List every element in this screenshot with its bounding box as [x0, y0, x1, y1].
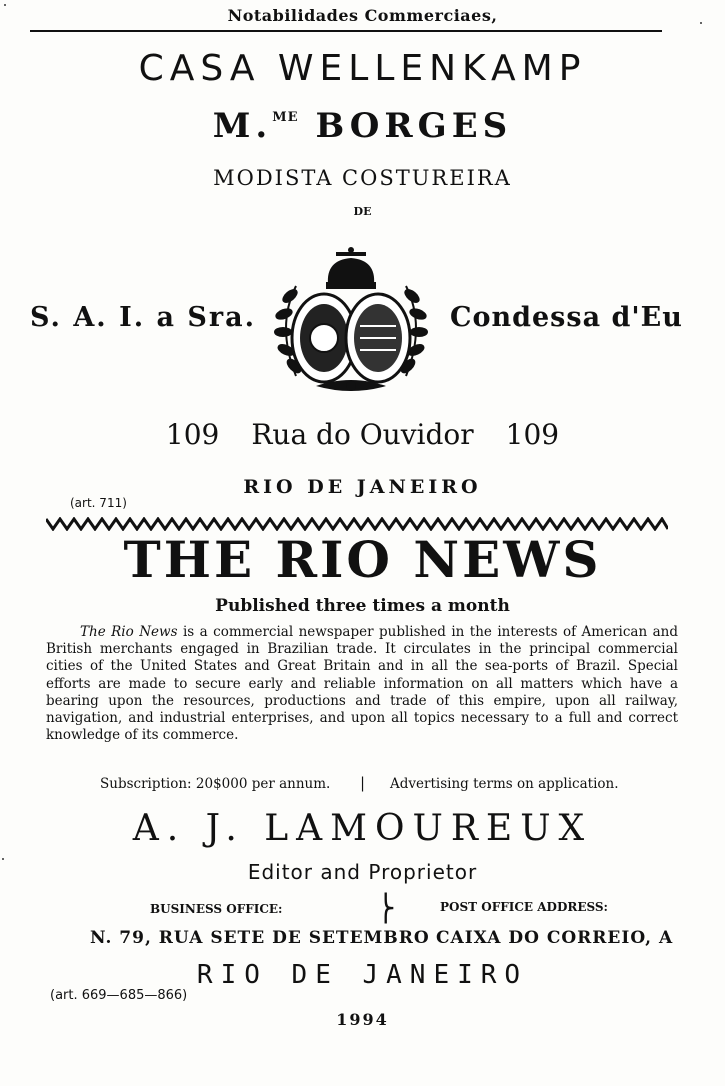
- subscription-terms: Subscription: 20$000 per annum.: [100, 776, 331, 792]
- advertising-terms: Advertising terms on application.: [390, 776, 619, 792]
- header-rule: [30, 30, 662, 32]
- address-number-left: 109: [165, 418, 220, 451]
- name-prefix: M.: [212, 106, 273, 146]
- print-speck: [4, 4, 6, 6]
- article-ref-2: (art. 669—685—866): [50, 988, 188, 1003]
- imperial-crown-coat-of-arms-icon: [256, 246, 446, 401]
- name-sup: ME: [272, 110, 299, 125]
- address-street: Rua do Ouvidor: [251, 418, 474, 451]
- editor-name: A. J. LAMOUREUX: [132, 808, 593, 849]
- description-paragraph: [46, 624, 678, 744]
- street-address: [0, 418, 725, 451]
- right-title: Condessa d'Eu: [450, 302, 683, 333]
- print-speck: [700, 22, 702, 24]
- city-line: RIO DE JANEIRO: [243, 476, 482, 498]
- newspaper-title: THE RIO NEWS: [123, 530, 602, 589]
- post-office-address: CAIXA DO CORREIO, A: [436, 928, 674, 948]
- editor-title: Editor and Proprietor: [247, 860, 478, 884]
- name-surname: BORGES: [315, 106, 513, 146]
- paragraph-body: is a commercial newspaper published in the interests of American and British merchants engaged in Brazilian trade. It circulates in the principal commercial cities of the United States and Great Britain and in all the sea-ports of Brazil. Special efforts are made to secure early and reliable information on all matters which have a bearing upon the resources, productions and trade of this empire, upon all railway, navigation, and industrial enterprises, and upon all topics necessary to a full and correct knowledge of its commerce.: [46, 624, 678, 744]
- terms-separator: |: [360, 774, 366, 792]
- business-address: N. 79, RUA SETE DE SETEMBRO: [90, 928, 430, 948]
- address-number-right: 109: [505, 418, 560, 451]
- de-label: DE: [353, 205, 372, 218]
- casa-name: CASA WELLENKAMP: [138, 48, 587, 89]
- column-brace: ⎬: [376, 894, 396, 924]
- proprietor-name: [0, 106, 725, 146]
- newspaper-subtitle: Published three times a month: [215, 596, 510, 616]
- city-line-2: RIO DE JANEIRO: [196, 960, 529, 990]
- left-title: S. A. I. a Sra.: [30, 302, 257, 333]
- business-office-label: BUSINESS OFFICE:: [150, 902, 283, 916]
- page-header-title: Notabilidades Commerciaes,: [227, 6, 498, 25]
- profession: MODISTA COSTUREIRA: [213, 166, 512, 190]
- paragraph-lead: The Rio News: [80, 624, 178, 640]
- post-office-label: POST OFFICE ADDRESS:: [440, 900, 608, 914]
- page-number: 1994: [336, 1010, 389, 1029]
- print-speck: [2, 858, 4, 860]
- article-ref: (art. 711): [70, 496, 127, 510]
- decorative-zigzag-rule: [46, 517, 668, 531]
